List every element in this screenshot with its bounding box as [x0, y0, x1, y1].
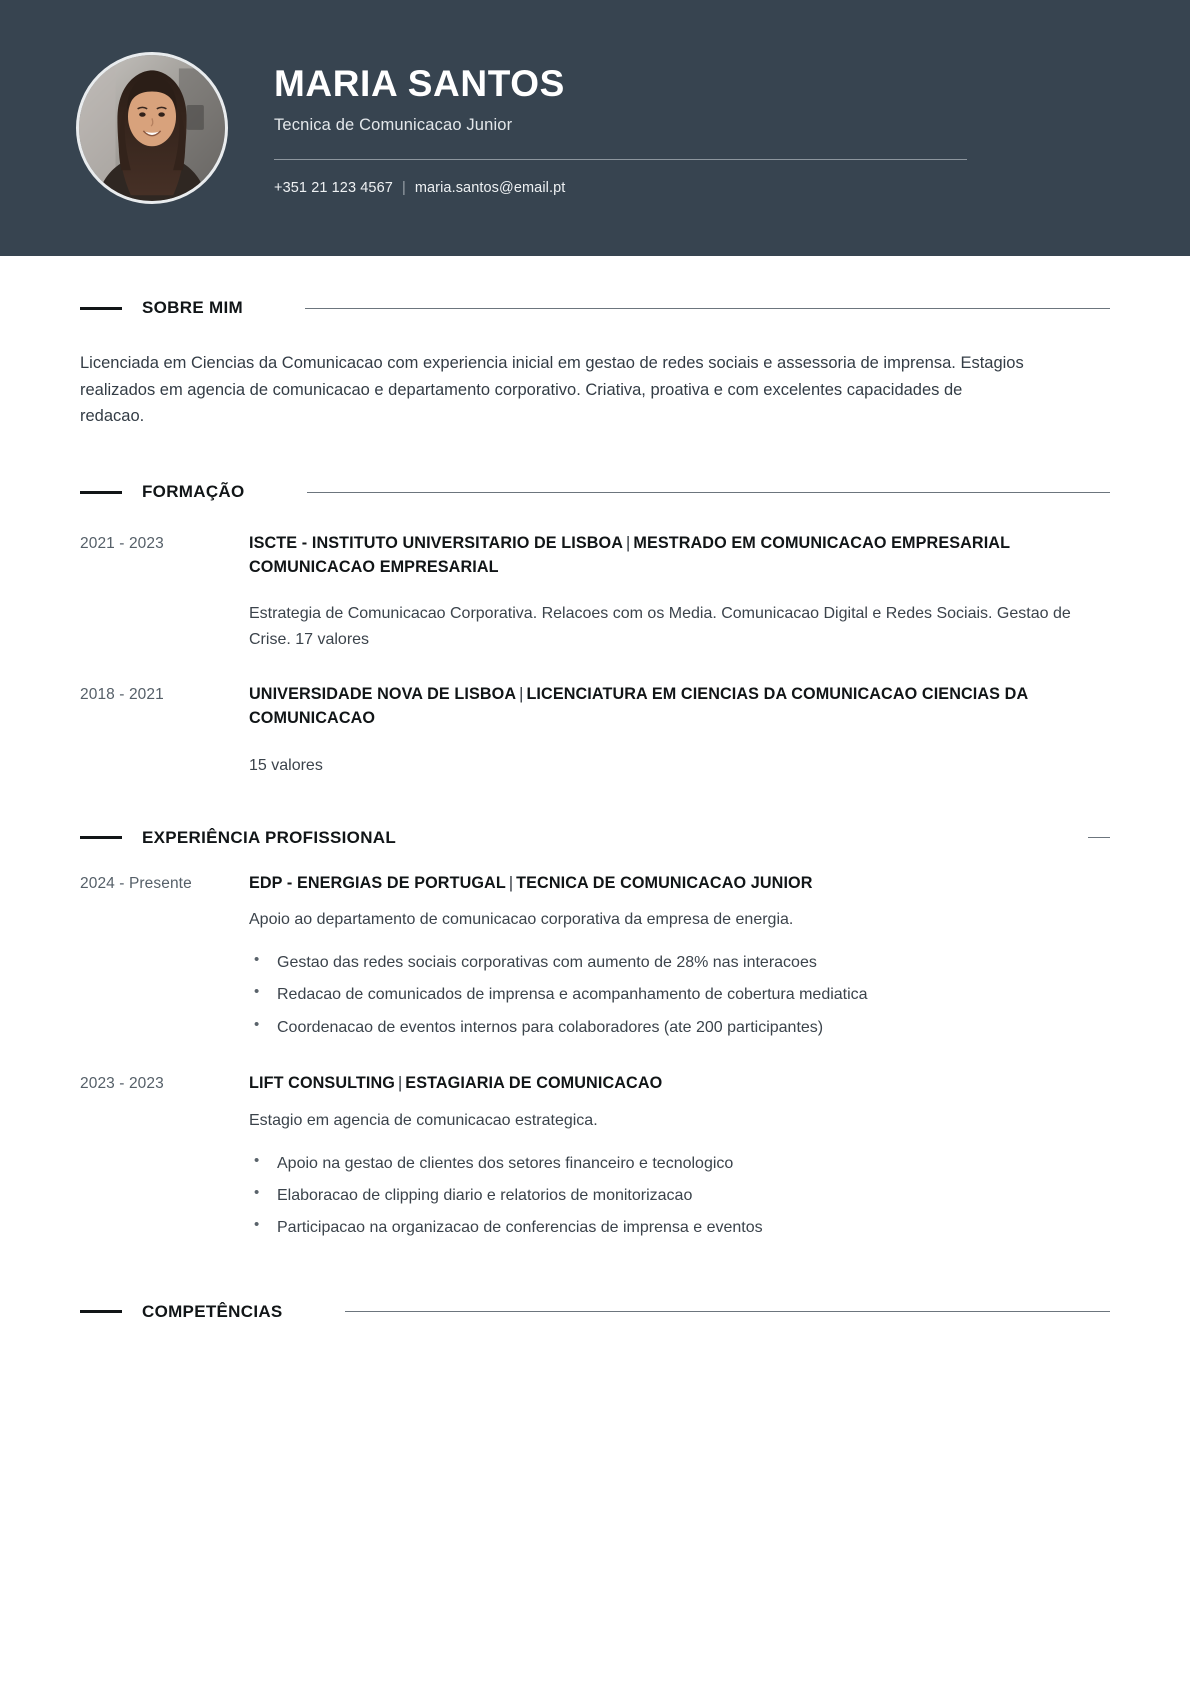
education-body: [249, 532, 1110, 653]
list-item: • Coordenacao de eventos internos para colaboradores (ate 200 participantes): [249, 1016, 1100, 1040]
section-rule: [307, 492, 1111, 493]
avatar: [76, 52, 228, 204]
section-header-skills: [80, 1302, 1110, 1322]
experience-bullet-list: [249, 951, 1100, 1040]
header-text-block: [274, 60, 1190, 195]
section-title-education: FORMAÇÃO: [142, 482, 245, 502]
list-item: • Elaboracao de clipping diario e relatorios de monitorizacao: [249, 1184, 1100, 1208]
experience-title: [249, 1072, 1100, 1096]
experience-position: ESTAGIARIA DE COMUNICACAO: [405, 1074, 663, 1092]
education-institution: UNIVERSIDADE NOVA DE LISBOA: [249, 685, 517, 704]
experience-company: LIFT CONSULTING: [249, 1074, 395, 1092]
experience-description: Apoio ao departamento de comunicacao corporativa da empresa de energia.: [249, 911, 794, 929]
experience-date: 2024 - Presente: [80, 874, 192, 892]
list-item: • Participacao na organizacao de conferencias de imprensa e eventos: [249, 1216, 1100, 1240]
resume-content: [0, 298, 1190, 1322]
section-dash-icon: [80, 491, 122, 494]
contact-separator: |: [401, 179, 406, 196]
title-separator: |: [397, 1074, 403, 1092]
phone-number[interactable]: +351 21 123 4567: [274, 179, 393, 196]
section-rule: [305, 308, 1110, 309]
section-header-education: [80, 482, 1110, 502]
job-title: Tecnica de Comunicacao Junior: [274, 115, 513, 134]
education-degree: LICENCIATURA EM CIENCIAS DA COMUNICACAO CIENCIAS DA COMUNICACAO: [249, 685, 1028, 727]
experience-body: [249, 1072, 1110, 1249]
about-summary: Licenciada em Ciencias da Comunicacao com experiencia inicial em gestao de redes sociais e assessoria de imprensa. Estagios realizados em agencia de comunicacao e departamento corporativo. Criativa, proativa e com excelentes capacidades de redacao.: [80, 354, 1024, 426]
section-header-about: [80, 298, 1110, 318]
section-rule: [1088, 837, 1110, 838]
list-item: • Apoio na gestao de clientes dos setores financeiro e tecnologico: [249, 1152, 1100, 1176]
experience-position: TECNICA DE COMUNICACAO JUNIOR: [516, 873, 813, 892]
title-separator: |: [519, 685, 524, 704]
education-date: 2021 - 2023: [80, 535, 164, 553]
list-item: • Gestao das redes sociais corporativas com aumento de 28% nas interacoes: [249, 951, 1100, 975]
contact-line: [274, 180, 1040, 196]
education-description: 15 valores: [249, 756, 323, 774]
education-degree: MESTRADO EM COMUNICACAO EMPRESARIAL COMUNICACAO EMPRESARIAL: [249, 534, 1010, 576]
section-dash-icon: [80, 1310, 122, 1313]
title-separator: |: [508, 873, 514, 892]
experience-entry: [80, 872, 1110, 1049]
experience-body: [249, 872, 1110, 1049]
education-title: [249, 532, 1100, 579]
experience-bullet-list: [249, 1152, 1100, 1241]
section-header-experience: [80, 828, 1110, 848]
experience-title: [249, 872, 1100, 896]
experience-entry: [80, 1072, 1110, 1249]
education-title: [249, 683, 1100, 730]
section-title-about: SOBRE MIM: [142, 298, 243, 317]
section-title-experience: EXPERIÊNCIA PROFISSIONAL: [142, 827, 397, 847]
page-title: MARIA SANTOS: [274, 63, 565, 105]
experience-company: EDP - ENERGIAS DE PORTUGAL: [249, 873, 506, 892]
header-divider: [274, 159, 967, 160]
education-entry: [80, 532, 1110, 653]
education-entry: [80, 683, 1110, 778]
profile-photo-image: [79, 55, 225, 201]
section-rule: [345, 1311, 1110, 1312]
email-address[interactable]: maria.santos@email.pt: [414, 179, 566, 196]
resume-header: [0, 0, 1190, 256]
section-dash-icon: [80, 836, 122, 839]
education-body: [249, 683, 1110, 778]
experience-description: Estagio em agencia de comunicacao estrategica.: [249, 1111, 598, 1129]
education-description: Estrategia de Comunicacao Corporativa. Relacoes com os Media. Comunicacao Digital e Redes Sociais. Gestao de Crise. 17 valores: [249, 605, 1071, 649]
title-separator: |: [626, 534, 631, 553]
section-title-skills: COMPETÊNCIAS: [142, 1301, 283, 1321]
education-date: 2018 - 2021: [80, 686, 164, 704]
list-item: • Redacao de comunicados de imprensa e acompanhamento de cobertura mediatica: [249, 983, 1100, 1007]
experience-date: 2023 - 2023: [80, 1075, 164, 1092]
section-dash-icon: [80, 307, 122, 310]
education-institution: ISCTE - INSTITUTO UNIVERSITARIO DE LISBOA: [249, 534, 624, 553]
